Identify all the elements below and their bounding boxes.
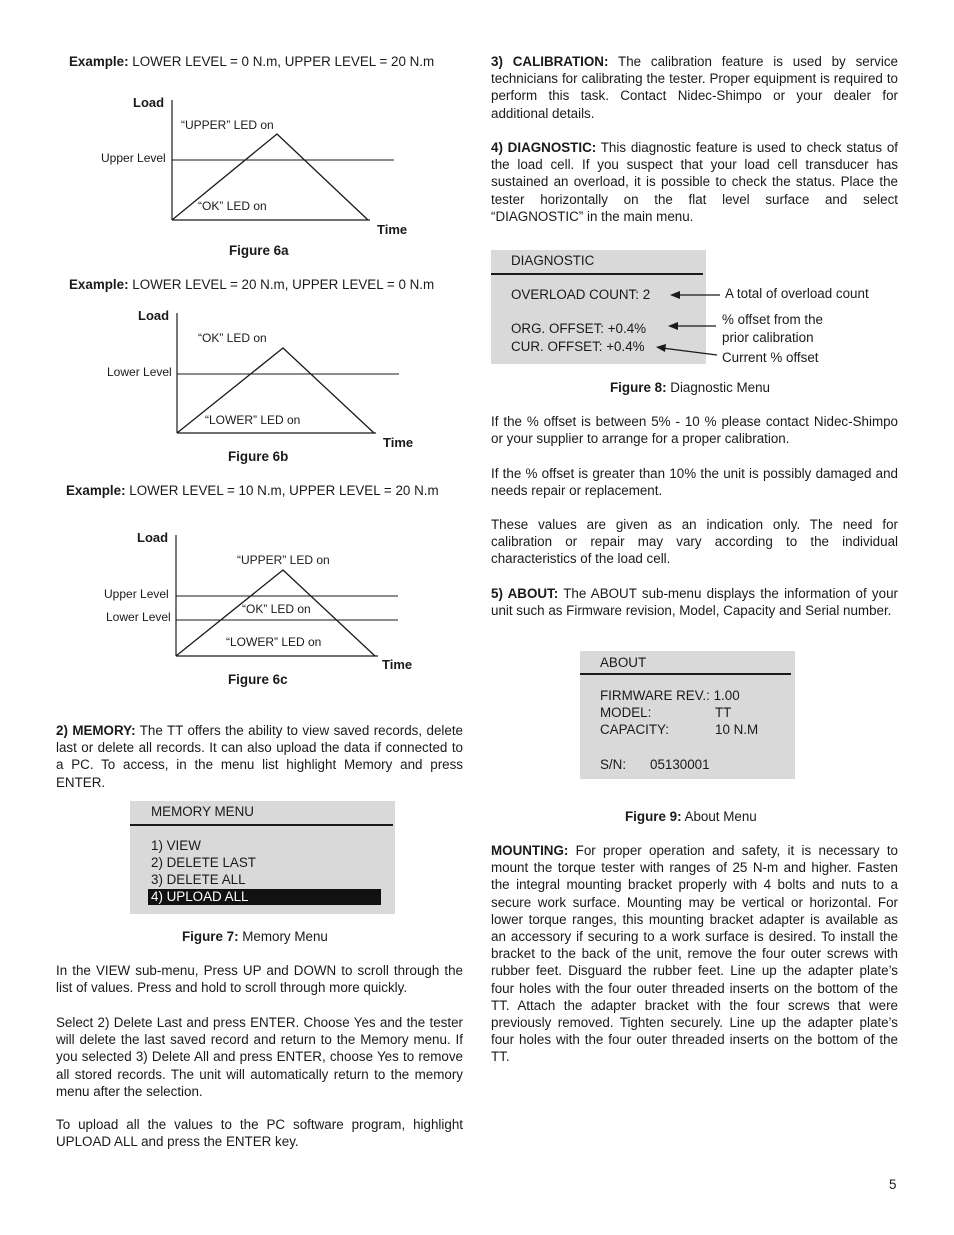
arrowhead-icon (668, 322, 678, 330)
about-text: The ABOUT sub-menu displays the information of your unit such as Firmware revision, Model, Capacity and Serial number. (491, 586, 898, 619)
memory-menu-title: MEMORY MENU (151, 804, 254, 819)
menu-divider (130, 824, 393, 826)
capacity-value: 10 N.M (715, 722, 759, 737)
example-label: Example: (66, 483, 126, 498)
y-axis-label: Load (138, 308, 170, 323)
example-text: LOWER LEVEL = 0 N.m, UPPER LEVEL = 20 N.m (128, 54, 435, 69)
note-org-line1: % offset from the (722, 312, 823, 327)
example-text: LOWER LEVEL = 20 N.m, UPPER LEVEL = 0 N.m (128, 277, 435, 292)
figure-8-caption (610, 379, 770, 396)
view-paragraph: In the VIEW sub-menu, Press UP and DOWN to scroll through the list of values. Press and hold to scroll through more quickly. (56, 963, 463, 996)
arrowhead-icon (670, 291, 680, 299)
diagnostic-heading: 4) DIAGNOSTIC: (491, 140, 597, 155)
figure-7-caption (182, 928, 328, 945)
serial-label: S/N: (600, 757, 627, 772)
figure-6b-caption: Figure 6b (228, 449, 289, 464)
x-axis-label: Time (377, 222, 408, 237)
page-number: 5 (889, 1177, 897, 1192)
x-axis-label: Time (382, 657, 413, 672)
memory-paragraph (56, 722, 463, 791)
upper-led-label: “UPPER” LED on (181, 118, 274, 132)
example-label: Example: (69, 54, 129, 69)
ok-led-label: “OK” LED on (242, 602, 311, 616)
ok-led-label: “OK” LED on (198, 331, 267, 345)
about-menu-title: ABOUT (600, 655, 647, 670)
capacity-label: CAPACITY: (600, 722, 669, 737)
caption-label: Figure 9: (625, 809, 682, 824)
lower-led-label: “LOWER” LED on (226, 635, 322, 649)
upload-paragraph: To upload all the values to the PC software program, highlight UPLOAD ALL and press the ENTER key. (56, 1117, 463, 1150)
y-axis-label: Load (133, 95, 165, 110)
org-offset: ORG. OFFSET: +0.4% (511, 321, 647, 336)
menu-divider (580, 673, 791, 675)
figure-6c-caption: Figure 6c (228, 672, 288, 687)
offset-paragraph-1: If the % offset is between 5% - 10 % please contact Nidec-Shimpo or your supplier to arrange for a proper calibration. (491, 414, 898, 447)
diagnostic-text: This diagnostic feature is used to check status of the load cell. If you suspect that your load cell transducer has sustained an overload, it is possible to check the status. Place the tester horizontally on the flat level surface and select “DIAGNOSTIC” in the main menu. (491, 140, 898, 224)
arrowhead-icon (656, 344, 666, 352)
about-paragraph (491, 585, 898, 619)
mounting-heading: MOUNTING: (491, 843, 569, 858)
cur-offset: CUR. OFFSET: +0.4% (511, 339, 645, 354)
diagnostic-menu-title: DIAGNOSTIC (511, 253, 595, 268)
upper-led-label: “UPPER” LED on (237, 553, 330, 567)
about-menu-display (580, 651, 795, 779)
caption-label: Figure 8: (610, 380, 667, 395)
menu-item-delete-last: 2) DELETE LAST (151, 855, 256, 870)
arrow-cur-offset (662, 348, 717, 355)
y-axis-label: Load (137, 530, 169, 545)
upper-level-label: Upper Level (104, 587, 169, 601)
caption-text: Memory Menu (238, 929, 328, 944)
upper-level-label: Upper Level (101, 151, 166, 165)
calibration-heading: 3) CALIBRATION: (491, 54, 609, 69)
example-label: Example: (69, 277, 129, 292)
lower-led-label: “LOWER” LED on (205, 413, 301, 427)
caption-text: Diagnostic Menu (666, 380, 771, 395)
serial-value: 05130001 (650, 757, 710, 772)
firmware-revision: FIRMWARE REV.: 1.00 (600, 688, 740, 703)
about-heading: 5) ABOUT: (491, 586, 559, 601)
ok-led-label: “OK” LED on (198, 199, 267, 213)
model-value: TT (715, 705, 732, 720)
calibration-text: The calibration feature is used by service technicians for calibrating the tester. Proper equipment is required to perform this task. Contact Nidec-Shimpo or your dealer for additional details. (491, 54, 898, 121)
menu-item-delete-all: 3) DELETE ALL (151, 872, 246, 887)
overload-count: OVERLOAD COUNT: 2 (511, 287, 651, 302)
mounting-paragraph (491, 842, 898, 1066)
x-axis-label: Time (383, 435, 414, 450)
memory-text: The TT offers the ability to view saved records, delete last or delete all records. It can also upload the data if connected to a PC. To access, in the menu list highlight Memory and press ENTER. (56, 723, 463, 790)
caption-text: About Menu (681, 809, 757, 824)
menu-item-upload-all-selected: 4) UPLOAD ALL (148, 889, 381, 905)
memory-heading: 2) MEMORY: (56, 723, 136, 738)
model-label: MODEL: (600, 705, 652, 720)
memory-menu-display (130, 801, 395, 914)
lower-level-label: Lower Level (106, 610, 171, 624)
select-paragraph: Select 2) Delete Last and press ENTER. Choose Yes and the tester will delete the last saved record and return to the Memory menu. If you selected 3) Delete All and press ENTER, choose Yes to remove all stored records. The unit will automatically return to the memory menu after the selection. (56, 1015, 463, 1099)
menu-item-view: 1) VIEW (151, 838, 201, 853)
figure-6a-caption: Figure 6a (229, 243, 289, 258)
note-overload: A total of overload count (725, 286, 869, 301)
mounting-text: For proper operation and safety, it is necessary to mount the torque tester with ranges of 25 N-m and higher. Fasten the integral mounting bracket properly with 4 bolts and nuts to a secure work surface. Mounting may be vertical or horizontal. For lower torque ranges, this mounting bracket adapter is available as an accessory if securing to a work surface is desired. To install the bracket to the back of the unit, remove the four outer screws with rubber feet. Disguard the rubber feet. Line up the adapter plate’s four holes with the four outer threaded inserts on the bottom of the TT. Attach the adapter bracket with the four screws that were previously removed. Tighten securely. Line up the adapter plate’s four holes with the four outer threaded inserts on the bottom of the TT. (491, 843, 898, 1065)
figure-9-caption (625, 808, 757, 825)
caption-label: Figure 7: (182, 929, 239, 944)
note-cur: Current % offset (722, 350, 819, 365)
example-text: LOWER LEVEL = 10 N.m, UPPER LEVEL = 20 N.m (125, 483, 439, 498)
note-org-line2: prior calibration (722, 330, 814, 345)
offset-paragraph-2: If the % offset is greater than 10% the unit is possibly damaged and needs repair or replacement. (491, 466, 898, 499)
lower-level-label: Lower Level (107, 365, 172, 379)
values-paragraph: These values are given as an indication only. The need for calibration or repair may vary according to the individual characteristics of the load cell. (491, 517, 898, 567)
